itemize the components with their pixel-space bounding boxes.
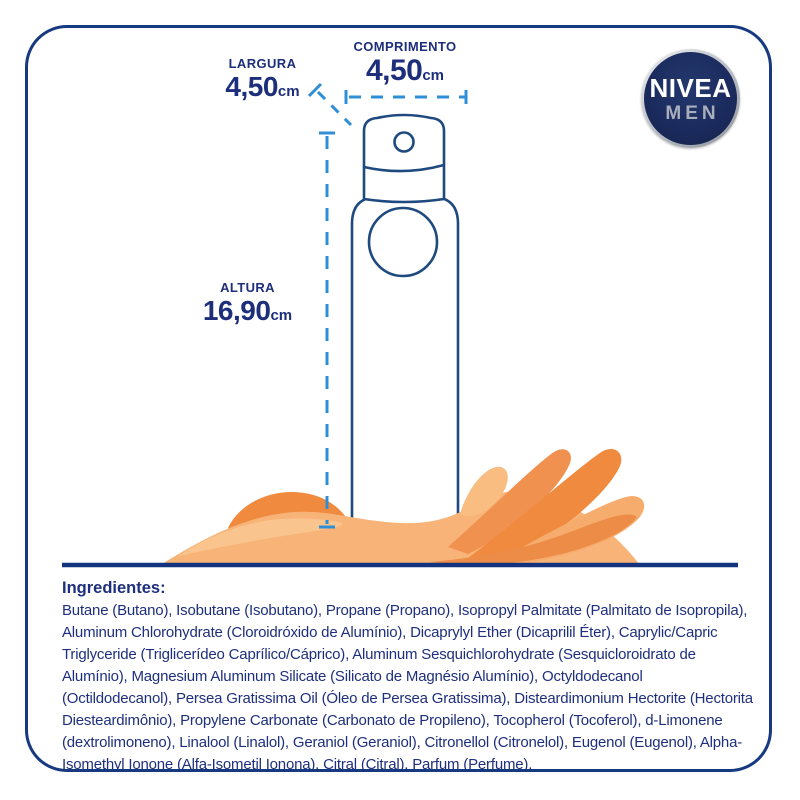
bottle-cap: [364, 115, 444, 202]
altura-value: 16,90cm: [202, 295, 293, 326]
ingredients-heading: Ingredientes:: [62, 579, 166, 597]
nivea-men-logo-inner: [644, 52, 737, 145]
largura-dimension: [190, 57, 335, 101]
comprimento-value: 4,50cm: [365, 54, 445, 87]
ingredients-section: [62, 577, 754, 776]
comprimento-label: COMPRIMENTO: [353, 39, 457, 54]
altura-dimension: [175, 281, 320, 325]
bottle-logo-circle: [369, 208, 437, 276]
nivea-logo-text: NIVEA: [649, 72, 732, 103]
spray-bottle-illustration: [352, 115, 458, 534]
comprimento-dimension: [330, 40, 480, 86]
altura-label: ALTURA: [220, 280, 275, 295]
largura-label: LARGURA: [228, 56, 297, 71]
largura-value: 4,50cm: [225, 71, 300, 102]
ingredients-text: Butane (Butano), Isobutane (Isobutano), Propane (Propano), Isopropyl Palmitate (Palmitato de Isopropila), Aluminum Chlorohydrate (Cloroidróxido de Alumínio), Dicaprylyl Ether (Dicaprilil Éter), Caprylic/Capric Triglyceride (Triglicerídeo Caprílico/Cáprico), Aluminum Sesquichlorohydrate (Sesquicloroidrato de Alumínio), Magnesium Aluminum Silicate (Silicato de Magnésio Alumínio), Octyldodecanol (Octildodecanol), Persea Gratissima Oil (Óleo de Persea Gratissima), Disteardimonium Hectorite (Hectorita Diesteardimônio), Propylene Carbonate (Carbonato de Propileno), Tocopherol (Tocoferol), d-Limonene (dextrolimoneno), Linalool (Linalol), Geraniol (Geraniol), Citronellol (Citronelol), Eugenol (Eugenol), Alpha-Isomethyl Ionone (Alfa-Isometil Ionona), Citral (Citral), Parfum (Perfume).: [62, 602, 753, 773]
bottle-nozzle-icon: [395, 133, 414, 152]
men-logo-text: MEN: [665, 102, 720, 124]
nivea-men-logo: [641, 49, 740, 148]
